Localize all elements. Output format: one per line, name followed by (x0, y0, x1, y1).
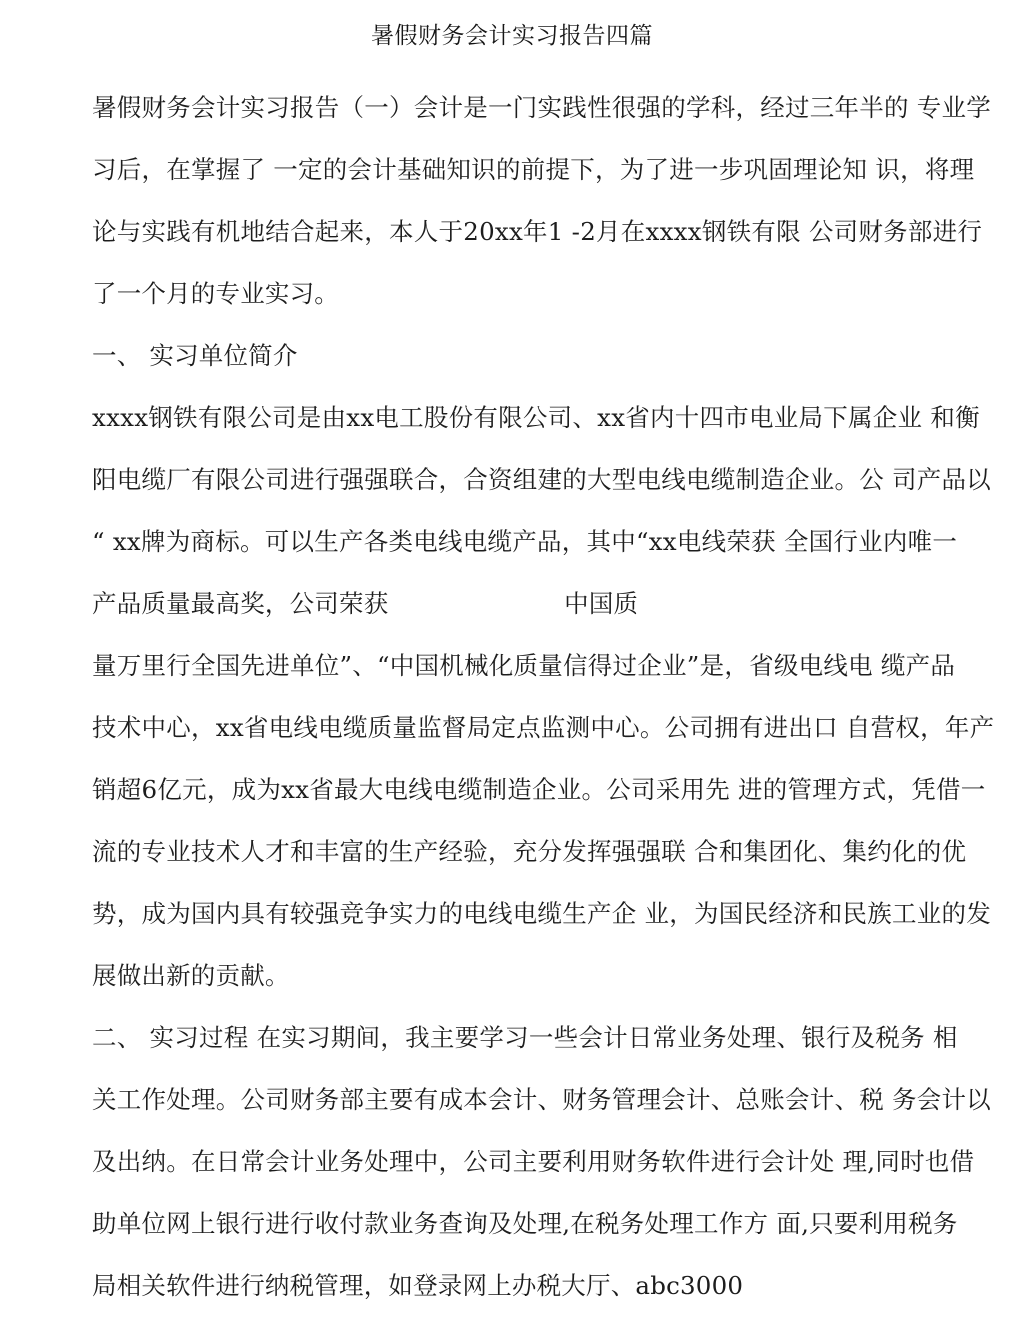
text-line: 论与实践有机地结合起来，本人于20xx年1 -2月在xxxx钢铁有限 公司财务部进行 (92, 217, 983, 246)
text-line: 流的专业技术人才和丰富的生产经验，充分发挥强强联 合和集团化、集约化的优 (92, 837, 967, 866)
section-heading-two: 二、 实习过程 在实习期间，我主要学习一些会计日常业务处理、银行及税务 相 (92, 1023, 958, 1052)
text-line: 技术中心，xx省电线电缆质量监督局定点监测中心。公司拥有进出口 自营权，年产 (92, 713, 995, 742)
text-line: 产品质量最高奖，公司荣获 中国质 (92, 589, 639, 618)
text-line: 展做出新的贡献。 (92, 961, 290, 990)
page-title: 暑假财务会计实习报告四篇 (371, 23, 653, 49)
text-line: 量万里行全国先进单位”、“中国机械化质量信得过企业”是，省级电线电 缆产品 (92, 651, 956, 680)
text-line: 关工作处理。公司财务部主要有成本会计、财务管理会计、总账会计、税 务会计以 (92, 1085, 992, 1114)
section-heading-one: 一、 实习单位简介 (92, 341, 298, 370)
text-line: 及出纳。在日常会计业务处理中，公司主要利用财务软件进行会计处 理,同时也借 (92, 1147, 975, 1176)
text-line: 暑假财务会计实习报告（一）会计是一门实践性很强的学科，经过三年半的 专业学 (92, 93, 992, 122)
text-line: 势，成为国内具有较强竞争实力的电线电缆生产企 业，为国民经济和民族工业的发 (92, 899, 992, 928)
text-line: 销超6亿元，成为xx省最大电线电缆制造企业。公司采用先 进的管理方式，凭借一 (92, 775, 986, 804)
text-line: “ xx牌为商标。可以生产各类电线电缆产品，其中“xx电线荣获 全国行业内唯一 (92, 527, 958, 556)
text-line: xxxx钢铁有限公司是由xx电工股份有限公司、xx省内十四市电业局下属企业 和衡 (92, 403, 980, 432)
text-line: 局相关软件进行纳税管理，如登录网上办税大厅、abc3000 (92, 1271, 744, 1300)
text-line: 了一个月的专业实习。 (92, 279, 339, 308)
document-body (92, 77, 995, 1317)
text-line: 阳电缆厂有限公司进行强强联合，合资组建的大型电线电缆制造企业。公 司产品以 (92, 465, 992, 494)
text-line: 习后，在掌握了 一定的会计基础知识的前提下，为了进一步巩固理论知 识，将理 (92, 155, 975, 184)
text-line: 助单位网上银行进行收付款业务查询及处理,在税务处理工作方 面,只要利用税务 (92, 1209, 958, 1238)
